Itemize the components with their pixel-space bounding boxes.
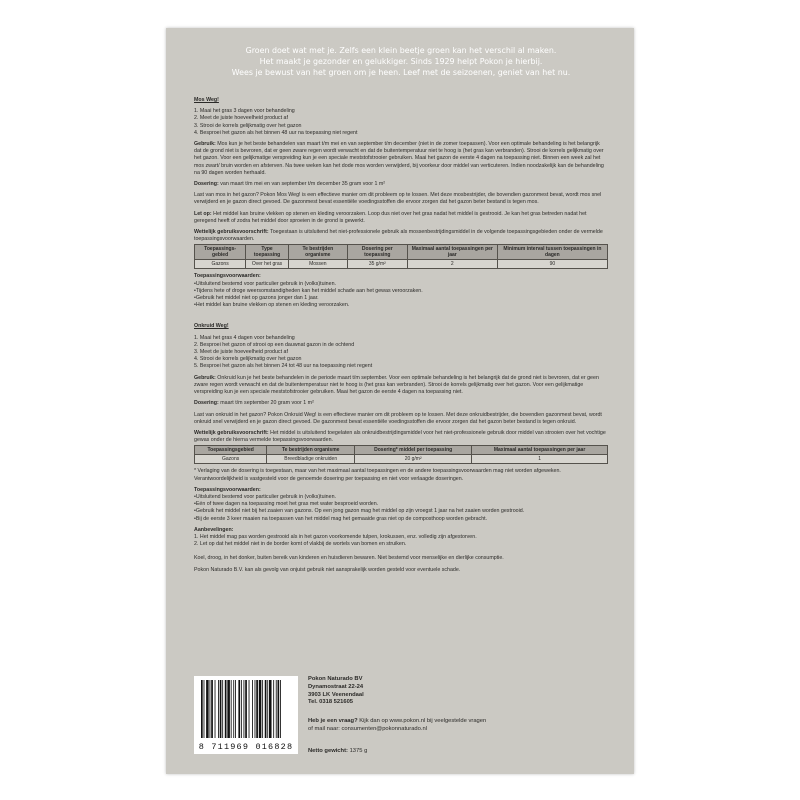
barcode-bar [267, 680, 268, 738]
list-item: • Uitsluitend bestemd voor particulier gebruik in (volks)tuinen. [194, 494, 608, 501]
onkruid-dosering: Dosering: maart t/m september 20 gram voor 1 m² [194, 400, 314, 407]
barcode-bar [206, 680, 209, 738]
barcode-bar [218, 680, 219, 738]
barcode-bar [215, 680, 216, 738]
table-cell: 35 g/m² [347, 260, 407, 269]
intro-slogan [194, 45, 608, 79]
table-header-row [195, 446, 608, 455]
table-cell: 20 g/m² [355, 455, 472, 464]
table-cell: Over het gras [246, 260, 289, 269]
step: 2. Meet de juiste hoeveelheid product af [194, 115, 288, 122]
net-weight [308, 748, 367, 754]
onkruid-voorwaarden-label: Toepassingsvoorwaarden: [194, 486, 261, 493]
table-cell: Mossen [288, 260, 347, 269]
barcode-bar [259, 680, 262, 738]
list-item: • Eén of twee dagen na toepassing moet het gras met water besproeid worden. [194, 501, 608, 508]
table-cell: Gazons [195, 455, 267, 464]
step: 3. Meet de juiste hoeveelheid product af [194, 349, 288, 356]
table-header-row [195, 245, 608, 260]
table-cell: 90 [497, 260, 607, 269]
barcode [194, 676, 298, 754]
city: 3903 LK Veenendaal [308, 691, 364, 698]
net-weight-label: Netto gewicht: [308, 748, 348, 754]
barcode-bar [278, 680, 280, 738]
instructions-body [194, 97, 608, 574]
question-block [308, 718, 608, 733]
barcode-bar [211, 680, 213, 738]
barcode-bar [256, 680, 258, 738]
package-back [166, 28, 634, 774]
barcode-bar [233, 680, 234, 738]
mos-let-op: Let op: Het middel kan bruine vlekken op stenen en kleding veroorzaken. Loop dus niet over het gras nadat het middel is gestrooid. Je kan het gras betreden nadat het geregend heeft of zodra het middel door sproeien in de grond is gewerkt. [194, 210, 587, 224]
table-row [195, 455, 608, 464]
table-cell: 1 [472, 455, 608, 464]
mos-description: Last van mos in het gazon? Pokon Mos Weg! is een effectieve manier om dit probleem op te lossen. Met deze mosbestrijder, die bovendien gazonmest bevat, wordt mos snel verwijderd en je gazon direct gevoed. De gazonmest bevat essentiële voedingsstoffen die ervoor zorgen dat het gazon beter bestand is tegen mos. [194, 192, 602, 206]
barcode-bar [249, 680, 250, 738]
liability-text: Pokon Naturado B.V. kan als gevolg van onjuist gebruik niet aansprakelijk worden gesteld voor eventuele schade. [194, 566, 461, 573]
onkruid-voorwaarden [194, 494, 608, 523]
table-header: Maximaal aantal toepassingen per jaar [472, 446, 608, 455]
step: 2. Besproei het gazon of strooi op een dauwnat gazon in de ochtend [194, 341, 355, 348]
table-cell: Breedbladige onkruiden [267, 455, 355, 464]
mos-voorwaarden [194, 281, 608, 310]
list-item: • Gebruik het middel niet bij het zaaien van gazons. Op een jong gazon mag het middel op zijn vroegst 1 jaar na het zaaien worden gestrooid. [194, 508, 608, 515]
table-cell: Gazons [195, 260, 246, 269]
onkruid-wettelijk: Wettelijk gebruiksvoorschrift: Het middel is uitsluitend toegelaten als onkruidbestrijdingsmiddel voor het niet-professionele gebruik door middel van strooien over het vochtige gewas onder de hierna vermelde toepassingsvoorwaarden. [194, 429, 606, 444]
barcode-bar [244, 680, 245, 738]
list-item: • Het middel kan bruine vlekken op stenen en kleding veroorzaken. [194, 302, 608, 309]
list-item: • Uitsluitend bestemd voor particulier gebruik in (volks)tuinen. [194, 281, 608, 288]
company-address [308, 676, 608, 707]
table-row [195, 260, 608, 269]
step: 4. Besproei het gazon als het binnen 48 uur na toepassing niet regent [194, 129, 358, 136]
barcode-bar [210, 680, 211, 738]
net-weight-value: 1375 g [349, 748, 368, 754]
mos-dosering: Dosering: van maart t/m mei en van september t/m december 35 gram voor 1 m² [194, 181, 386, 188]
barcode-bar [276, 680, 277, 738]
barcode-number: 8 711969 016828 [198, 742, 294, 752]
onkruid-title: Onkruid Weg! [194, 323, 229, 330]
barcode-bar [273, 680, 274, 738]
step: 5. Besproei het gazon als het binnen 24 tot 48 uur na toepassing niet regent [194, 363, 373, 370]
step: 4. Strooi de korrels gelijkmatig over het gazon [194, 356, 302, 363]
table-header: Type toepassing [246, 245, 289, 260]
table-header: Toepassings-gebied [195, 245, 246, 260]
intro-line: Wees je bewust van het groen om je heen. Leef met de seizoenen, geniet van het nu. [231, 68, 571, 78]
list-item: 2. Let op dat het middel niet in de border komt of vlakbij de wortels van bomen en struiken. [194, 541, 407, 548]
question-label: Heb je een vraag? [308, 718, 358, 724]
barcode-bar [235, 680, 236, 738]
mos-table [194, 244, 608, 269]
barcode-bar [227, 680, 230, 738]
table-header: Toepassingsgebied [195, 446, 267, 455]
table-cell: 2 [407, 260, 497, 269]
barcode-bar [245, 680, 247, 738]
mos-steps [194, 108, 608, 137]
barcode-bar [238, 680, 240, 738]
mos-gebruik: Gebruik: Mos kun je het beste behandelen van maart t/m mei en van september t/m december (niet in de zomer toepassen). Voor een optimale behandeling is het belangrijk dat de grond niet is bevroren, dat er geen zware regen wordt verwacht en dat de buitentemperatuur niet te hoog is (het gras kan verbranden). Strooi de korrels gelijkmatig over het gazon. Voor een gelijkmatige verspreiding kun je een speciale meststofstrooier gebruiken. Maai het gazon de eerste 4 dagen na toepassing niet. Binnen een week zal het mos zwart/ bruin worden en afsterven. Na twee weken kan het dode mos worden verwijderd, bij voorkeur door middel van verticuteren. Indien noodzakelijk kan de behandeling na 90 dagen worden herhaald. [194, 141, 604, 176]
barcode-bar [280, 680, 281, 738]
onkruid-steps [194, 335, 608, 371]
table-header: Dosering per toepassing [347, 245, 407, 260]
onkruid-aanbevelingen [194, 534, 608, 548]
barcode-bars [199, 680, 293, 738]
barcode-bar [252, 680, 253, 738]
phone: Tel. 0318 521605 [308, 699, 354, 706]
barcode-bar [262, 680, 263, 738]
list-item: 1. Het middel mag pas worden gestrooid als in het gazon voorkomende tulpen, krokussen, enz. volledig zijn afgestorven. [194, 533, 477, 540]
company-name: Pokon Naturado BV [308, 676, 363, 682]
list-item: • Bij de eerste 3 keer maaien na toepassen van het middel mag het gemaaide gras niet op de composthoop worden gebracht. [194, 516, 608, 523]
question-mail: of mail naar: consumenten@pokonnaturado.nl [308, 725, 427, 732]
onkruid-gebruik: Gebruik: Onkruid kun je het beste behandelen in de periode maart t/m september. Voor een optimale behandeling is het belangrijk dat de grond niet is bevroren, dat er geen zware regen wordt verwacht en dat de buitentemperatuur niet te hoog is (het gras kan verbranden). Strooi de korrels gelijkmatig over het gazon. Voor een gelijkmatige verspreiding kun je een speciale meststofstrooier gebruiken. Maai het gazon de eerste 4 dagen na toepassing niet. [194, 374, 599, 396]
step: 1. Maai het gras 4 dagen voor behandeling [194, 334, 295, 341]
mos-wettelijk: Wettelijk gebruiksvoorschrift: Toegestaan is uitsluitend het niet-professionele gebruik als mossenbestrijdingsmiddel in de volgende toepassingsgebieden onder de vermelde toepassingsvoorwaarden. [194, 229, 603, 243]
mos-title: Mos Weg! [194, 97, 219, 103]
barcode-bar [269, 680, 272, 738]
barcode-bar [265, 680, 267, 738]
onkruid-aanbevelingen-label: Aanbevelingen: [194, 526, 234, 533]
list-item: • Gebruik het middel niet op gazons jonger dan 1 jaar. [194, 295, 608, 302]
intro-line: Het maakt je gezonder en gelukkiger. Sinds 1929 helpt Pokon je hierbij. [259, 57, 543, 67]
barcode-bar [220, 680, 222, 738]
table-header: Maximaal aantal toepassingen per jaar [407, 245, 497, 260]
table-header: Dosering* middel per toepassing [355, 446, 472, 455]
street: Dynamostraat 22-24 [308, 683, 364, 690]
table-header: Te bestrijden organisme [267, 446, 355, 455]
step: 3. Strooi de korrels gelijkmatig over het gazon [194, 122, 302, 129]
step: 1. Maai het gras 3 dagen voor behandeling [194, 108, 295, 115]
onkruid-footnote: * Verlaging van de dosering is toegestaan, maar van het maximaal aantal toepassingen en de andere toepassingsvoorwaarden mag niet worden afgeweken. Verantwoordelijkheid is vastgesteld voor de genoemde dosering per toepassing en niet voor verlaagde doseringen. [194, 468, 561, 482]
barcode-bar [204, 680, 205, 738]
question-text: Kijk dan op www.pokon.nl bij veelgestelde vragen [359, 718, 487, 724]
table-header: Te bestrijden organisme [288, 245, 347, 260]
label-footer [194, 676, 608, 766]
barcode-bar [201, 680, 203, 738]
barcode-bar [225, 680, 227, 738]
barcode-bar [222, 680, 223, 738]
barcode-bar [255, 680, 256, 738]
storage-text: Koel, droog, in het donker, buiten bereik van kinderen en huisdieren bewaren. Niet bestemd voor menselijke en dierlijke consumptie. [194, 555, 504, 562]
onkruid-table [194, 445, 608, 464]
table-header: Minimum interval tussen toepassingen in dagen [497, 245, 607, 260]
list-item: • Tijdens hete of droge weersomstandigheden kan het middel schade aan het gewas veroorzaken. [194, 288, 608, 295]
intro-line: Groen doet wat met je. Zelfs een klein beetje groen kan het verschil al maken. [245, 46, 557, 55]
onkruid-description: Last van onkruid in het gazon? Pokon Onkruid Weg! is een effectieve manier om dit probleem op te lossen. Met deze onkruidbestrijder, die bovendien gazonmest bevat, wordt onkruid snel verwijderd en je gazon direct gevoed. De gazonmest bevat essentiële voedingsstoffen die ervoor zorgen dat het gazon beter bestand is tegen onkruid. [194, 411, 602, 425]
barcode-bar [241, 680, 242, 738]
mos-voorwaarden-label: Toepassingsvoorwaarden: [194, 273, 261, 280]
barcode-bar [231, 680, 232, 738]
